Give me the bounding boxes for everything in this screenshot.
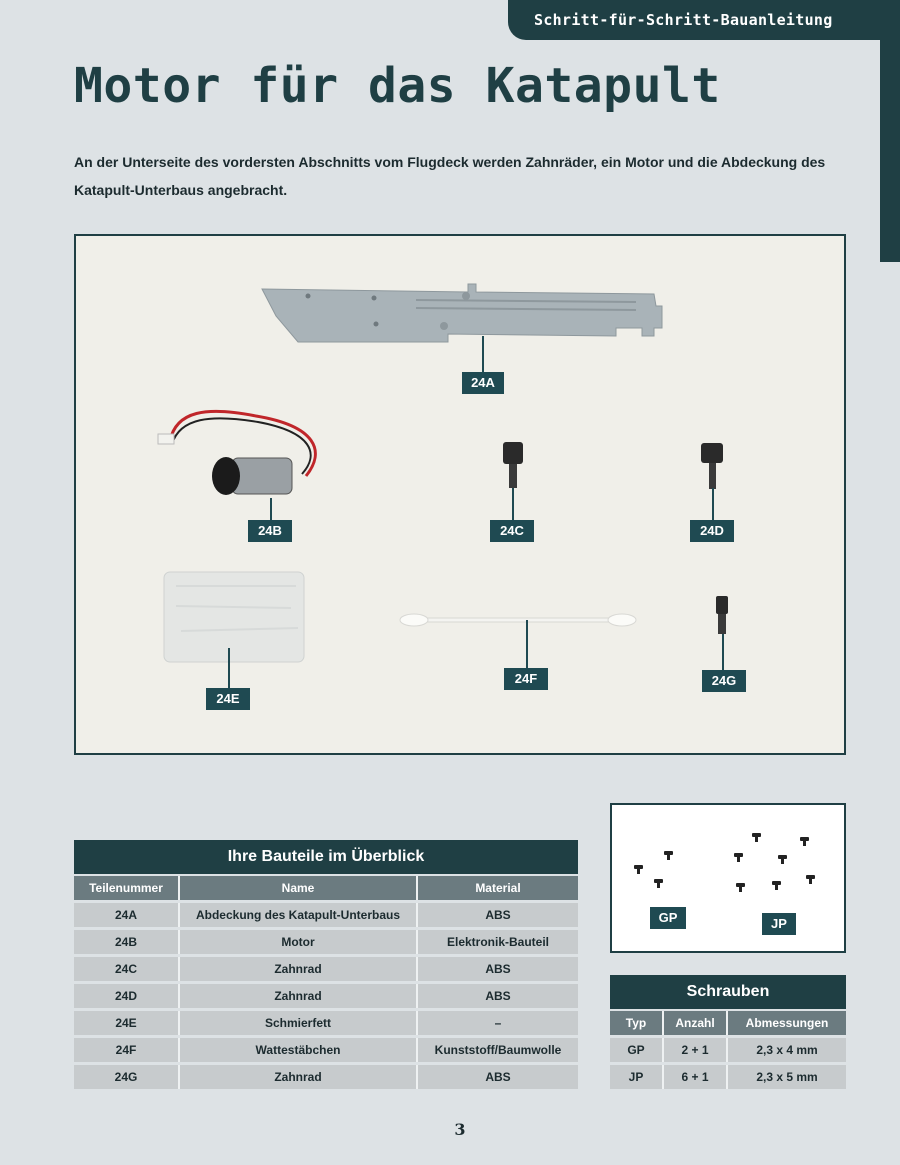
label-24e: 24E	[206, 688, 250, 710]
cell-part-number: 24B	[74, 930, 180, 954]
leader-24f	[526, 620, 528, 670]
side-accent-bar	[880, 40, 900, 262]
cell-name: Abdeckung des Katapult-Unterbaus	[180, 903, 418, 927]
cell-name: Zahnrad	[180, 984, 418, 1008]
label-24a: 24A	[462, 372, 504, 394]
screws-table-title: Schrauben	[610, 975, 846, 1009]
cell-material: ABS	[485, 962, 511, 976]
screws-illustration	[612, 805, 844, 951]
label-24f: 24F	[504, 668, 548, 690]
table-row	[74, 1011, 578, 1035]
leader-24g	[722, 634, 724, 670]
cell-type: GP	[610, 1038, 664, 1062]
cell-material: Elektronik-Bauteil	[446, 935, 550, 949]
label-gp: GP	[650, 907, 686, 929]
cell-name: Zahnrad	[180, 957, 418, 981]
page-number: 3	[454, 1120, 466, 1139]
table-row	[74, 1038, 578, 1062]
cell-count: 2 + 1	[664, 1038, 728, 1062]
cell-material: ABS	[485, 989, 511, 1003]
cell-material: –	[494, 1016, 502, 1030]
table-row	[74, 984, 578, 1008]
gear-24c-image	[503, 442, 523, 488]
leader-24c	[512, 488, 514, 522]
label-24c: 24C	[490, 520, 534, 542]
table-row	[610, 1065, 846, 1089]
cell-name: Schmierfett	[180, 1011, 418, 1035]
cell-material: ABS	[485, 1070, 511, 1084]
table-row	[610, 1038, 846, 1062]
leader-24e	[228, 648, 230, 690]
screws-table	[610, 975, 846, 1089]
leader-24a	[482, 336, 484, 374]
cell-name: Zahnrad	[180, 1065, 418, 1089]
table-row	[74, 1065, 578, 1089]
parts-table	[74, 840, 578, 1089]
cell-part-number: 24E	[74, 1011, 180, 1035]
cotton-swab-image	[400, 614, 636, 626]
table-row	[74, 930, 578, 954]
screws-photo	[610, 803, 846, 953]
cell-material: Kunststoff/Baumwolle	[434, 1043, 562, 1057]
cell-dimensions: 2,3 x 4 mm	[756, 1043, 818, 1057]
motor-part-image	[158, 411, 315, 495]
leader-24b	[270, 498, 272, 520]
parts-photo	[74, 234, 846, 755]
cell-count: 6 + 1	[664, 1065, 728, 1089]
grease-bag-image	[164, 572, 304, 662]
col-dimensions: Abmessungen	[745, 1016, 829, 1030]
table-row	[74, 903, 578, 927]
cell-part-number: 24G	[74, 1065, 180, 1089]
screws-table-header	[610, 1011, 846, 1035]
label-24b: 24B	[248, 520, 292, 542]
header-tab: Schritt-für-Schritt-Bauanleitung	[508, 0, 900, 40]
cell-material: ABS	[485, 908, 511, 922]
col-count: Anzahl	[664, 1011, 728, 1035]
col-name: Name	[180, 876, 418, 900]
parts-table-title: Ihre Bauteile im Überblick	[74, 840, 578, 874]
cell-part-number: 24C	[74, 957, 180, 981]
intro-text: An der Unterseite des vordersten Abschnitts vom Flugdeck werden Zahnräder, ein Motor und die Abdeckung des Katapult-Unterbaus angebracht.	[74, 154, 826, 198]
table-row	[74, 957, 578, 981]
leader-24d	[712, 488, 714, 522]
cell-dimensions: 2,3 x 5 mm	[756, 1070, 818, 1084]
cell-part-number: 24F	[74, 1038, 180, 1062]
gear-24d-image	[701, 443, 723, 489]
label-jp: JP	[762, 913, 796, 935]
cover-part-image	[262, 284, 662, 342]
cell-name: Motor	[180, 930, 418, 954]
cell-part-number: 24A	[74, 903, 180, 927]
cell-type: JP	[610, 1065, 664, 1089]
parts-table-header	[74, 876, 578, 900]
col-part-number: Teilenummer	[74, 876, 180, 900]
cell-name: Wattestäbchen	[180, 1038, 418, 1062]
col-material: Material	[475, 881, 521, 895]
label-24g: 24G	[702, 670, 746, 692]
cell-part-number: 24D	[74, 984, 180, 1008]
col-type: Typ	[610, 1011, 664, 1035]
label-24d: 24D	[690, 520, 734, 542]
page-title: Motor für das Katapult	[74, 58, 721, 114]
gear-24g-image	[716, 596, 728, 634]
